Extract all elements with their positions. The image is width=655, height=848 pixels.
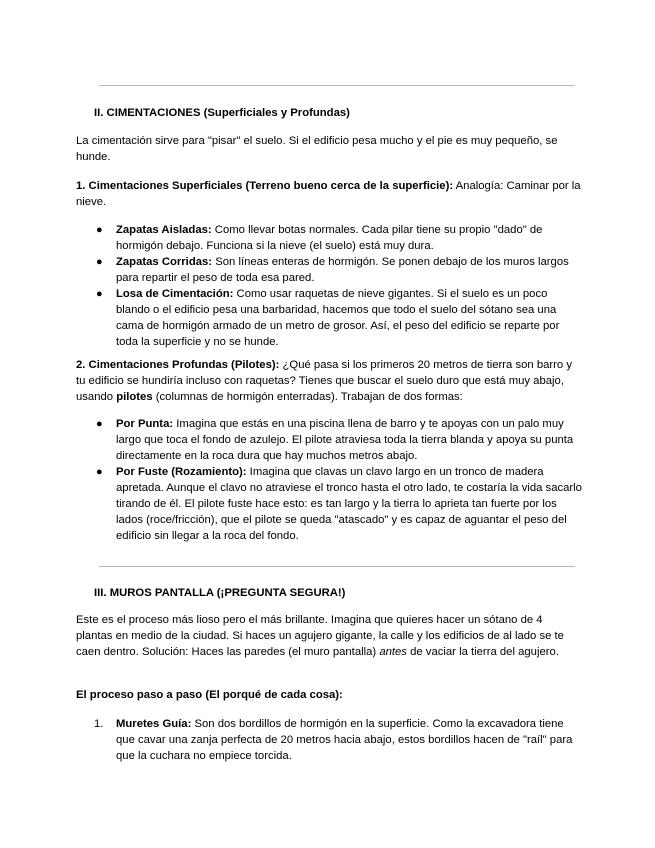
list-item	[96, 222, 582, 254]
paragraph-text: de vaciar la tierra del agujero.	[406, 646, 559, 658]
subsection-text: (columnas de hormigón enterradas). Trabajan de dos formas:	[152, 391, 463, 403]
subsection-paragraph	[76, 357, 581, 405]
item-text: Como llevar botas normales. Cada pilar tiene su propio "dado" de hormigón debajo. Funciona si la nieve (el suelo) está muy dura.	[116, 224, 543, 252]
list-item	[94, 716, 582, 764]
bullet-icon: ●	[96, 256, 103, 268]
item-term: Por Punta:	[116, 418, 174, 430]
subsection-paragraph	[76, 178, 581, 210]
item-term: Zapatas Aisladas:	[116, 224, 212, 236]
paragraph-text: Este es el proceso más lioso pero el más brillante. Imagina que quieres hacer un sótano de 4 plantas en medio de la ciudad. Si haces un agujero gigante, la calle y los edificios de al lado se te caen dentro. Solución: Haces las paredes (el muro pantalla)	[76, 614, 564, 658]
subsection-text: ¿Qué pasa si los primeros 20 metros de tierra son barro y tu edificio se hundiría incluso con raquetas? Tienes que buscar el suelo duro que está muy abajo, usando	[76, 359, 572, 403]
bullet-icon: ●	[96, 418, 103, 430]
item-term: Muretes Guía:	[116, 718, 192, 730]
subsection-bold-term: pilotes	[116, 391, 153, 403]
paragraph	[76, 612, 581, 660]
item-term: Zapatas Corridas:	[116, 256, 213, 268]
horizontal-rule	[99, 85, 575, 86]
list-item	[96, 416, 582, 464]
process-title: El proceso paso a paso (El porqué de cada cosa):	[76, 689, 343, 701]
item-text: Imagina que estás en una piscina llena de barro y te apoyas con un palo muy largo que toca el fondo de azulejo. El pilote atraviesa toda la tierra blanda y apoya su punta directamente en la roca dura que hay muchos metros abajo.	[116, 418, 574, 462]
item-term: Por Fuste (Rozamiento):	[116, 466, 247, 478]
subsection-text: Analogía: Caminar por la nieve.	[76, 180, 581, 208]
list-item	[96, 464, 582, 544]
list-item	[96, 254, 582, 286]
item-text: Imagina que clavas un clavo largo en un tronco de madera apretada. Aunque el clavo no atraviese el tronco hasta el otro lado, te costaría la vida sacarlo tirando de él. El pilote fuste hace esto: es tan largo y la tierra lo aprieta tan fuerte por los lados (roce/fricción), que el pilote se queda "atascado" y es capaz de aguantar el peso del edificio sin llegar a la roca del fondo.	[116, 466, 582, 542]
item-number: 1.	[94, 718, 104, 730]
item-text: Como usar raquetas de nieve gigantes. Si el suelo es un poco blando o el edificio pesa una barbaridad, hacemos que todo el suelo del sótano sea una cama de hormigón armado de un metro de grosor. Así, el peso del edificio se reparte por toda la superficie y no se hunde.	[116, 288, 560, 348]
item-text: Son líneas enteras de hormigón. Se ponen debajo de los muros largos para repartir el peso de toda esa pared.	[116, 256, 569, 284]
bullet-list	[96, 416, 582, 544]
paragraph-emphasis: antes	[379, 646, 407, 658]
bullet-list	[96, 222, 582, 350]
section-heading: II. CIMENTACIONES (Superficiales y Profundas)	[94, 107, 350, 119]
section-heading: III. MUROS PANTALLA (¡PREGUNTA SEGURA!)	[94, 587, 346, 599]
subsection-title: 2. Cimentaciones Profundas (Pilotes):	[76, 359, 280, 371]
item-term: Losa de Cimentación:	[116, 288, 234, 300]
bullet-icon: ●	[96, 288, 103, 300]
list-item	[96, 286, 582, 350]
horizontal-rule	[99, 566, 575, 567]
bullet-icon: ●	[96, 224, 103, 236]
item-text: Son dos bordillos de hormigón en la superficie. Como la excavadora tiene que cavar una zanja perfecta de 20 metros hacia abajo, estos bordillos hacen de "raíl" para que la cuchara no empiece torcida.	[116, 718, 573, 762]
numbered-list	[94, 716, 582, 764]
subsection-title: 1. Cimentaciones Superficiales (Terreno bueno cerca de la superficie):	[76, 180, 454, 192]
bullet-icon: ●	[96, 466, 103, 478]
paragraph: La cimentación sirve para "pisar" el suelo. Si el edificio pesa mucho y el pie es muy pequeño, se hunde.	[76, 135, 558, 163]
